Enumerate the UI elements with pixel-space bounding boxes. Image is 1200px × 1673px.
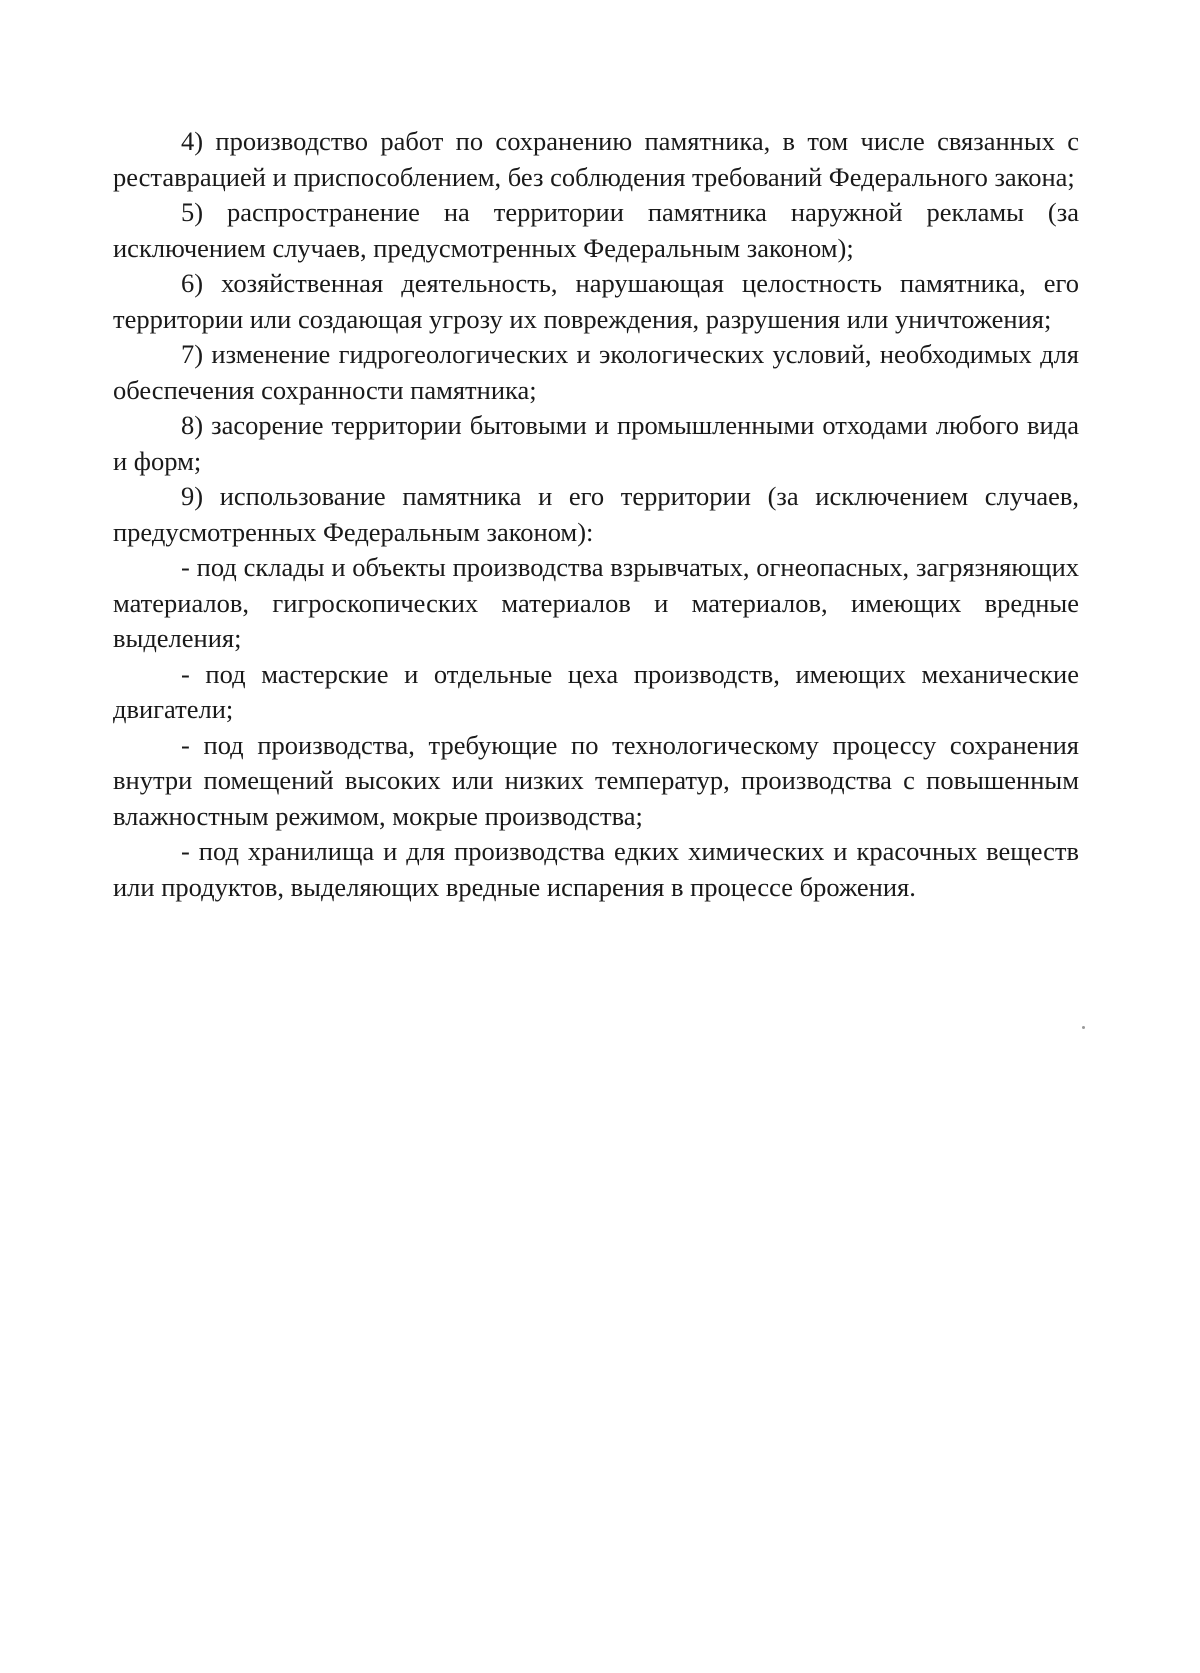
list-item-5: 5) распространение на территории памятника наружной рекламы (за исключением случаев, предусмотренных Федеральным законом); bbox=[113, 197, 1079, 263]
list-item-4: 4) производство работ по сохранению памятника, в том числе связанных с реставрацией и приспособлением, без соблюдения требований Федерального закона; bbox=[113, 126, 1079, 192]
list-item-7: 7) изменение гидрогеологических и экологических условий, необходимых для обеспечения сохранности памятника; bbox=[113, 339, 1079, 405]
document-body bbox=[113, 124, 1079, 905]
sub-item-warehouses: - под склады и объекты производства взрывчатых, огнеопасных, загрязняющих материалов, гигроскопических материалов и материалов, имеющих вредные выделения; bbox=[113, 552, 1079, 653]
scan-speck bbox=[1082, 1026, 1085, 1029]
list-item-6: 6) хозяйственная деятельность, нарушающая целостность памятника, его территории или создающая угрозу их повреждения, разрушения или уничтожения; bbox=[113, 268, 1079, 334]
sub-item-temperature-production: - под производства, требующие по технологическому процессу сохранения внутри помещений высоких или низких температур, производства с повышенным влажностным режимом, мокрые производства; bbox=[113, 729, 1079, 831]
list-item-9: 9) использование памятника и его территории (за исключением случаев, предусмотренных Федеральным законом): bbox=[113, 481, 1079, 547]
list-item-8: 8) засорение территории бытовыми и промышленными отходами любого вида и форм; bbox=[113, 410, 1079, 476]
sub-item-workshops: - под мастерские и отдельные цеха производств, имеющих механические двигатели; bbox=[113, 658, 1079, 724]
sub-item-storage: - под хранилища и для производства едких химических и красочных веществ или продуктов, выделяющих вредные испарения в процессе брожения. bbox=[113, 836, 1079, 902]
